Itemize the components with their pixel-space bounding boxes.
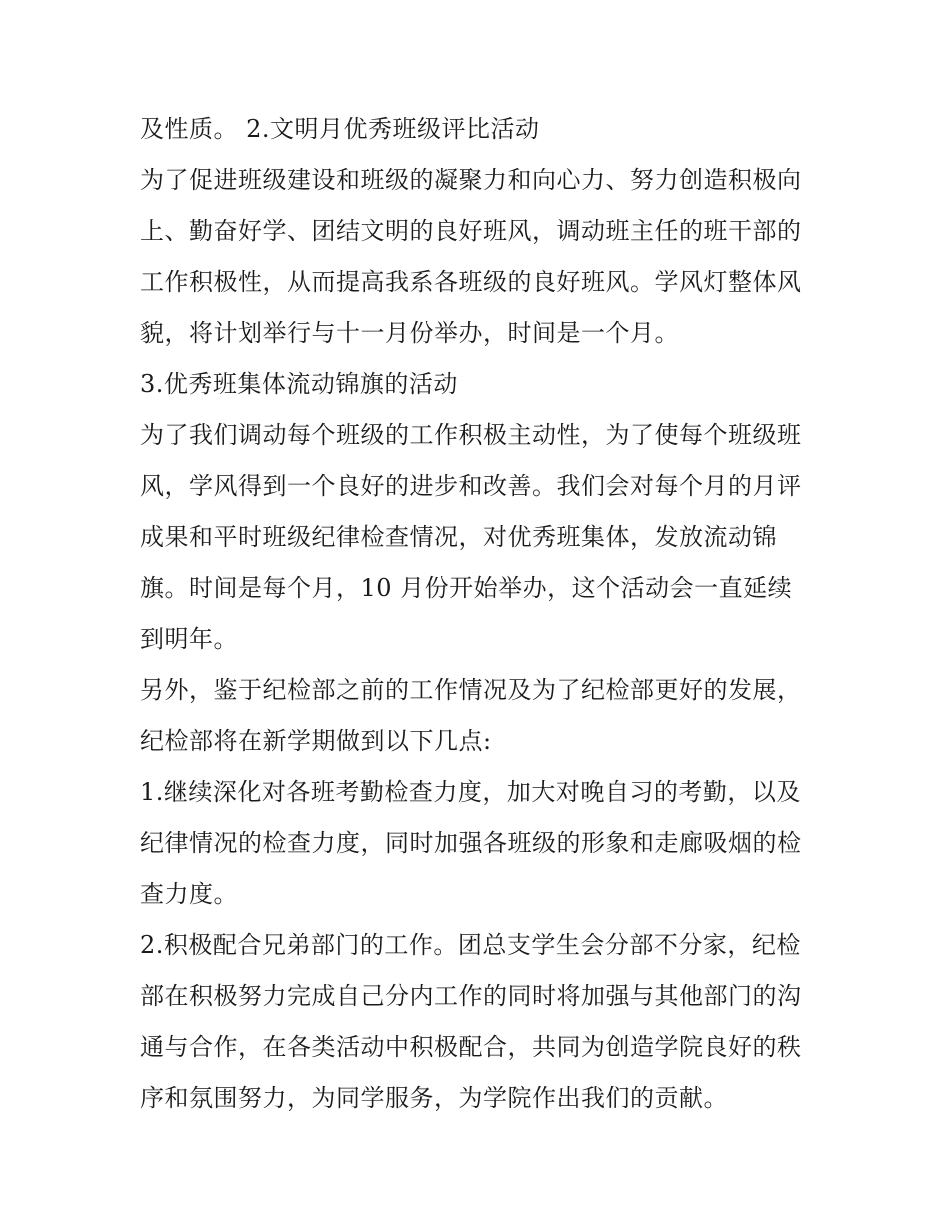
text-line: 为了我们调动每个班级的工作积极主动性，为了使每个班级班 [140, 421, 802, 449]
text-line: 风，学风得到一个良好的进步和改善。我们会对每个月的月评 [140, 472, 802, 500]
text-line: 查力度。 [140, 880, 238, 908]
text-line: 另外，鉴于纪检部之前的工作情况及为了纪检部更好的发展， [140, 676, 802, 704]
section-heading: 3.优秀班集体流动锦旗的活动 [140, 370, 458, 398]
text-line: 及性质。 2.文明月优秀班级评比活动 [140, 115, 540, 143]
document-page [140, 104, 830, 1124]
text-line: 成果和平时班级纪律检查情况，对优秀班集体，发放流动锦 [140, 523, 777, 551]
text-line: 部在积极努力完成自己分内工作的同时将加强与其他部门的沟 [140, 982, 802, 1010]
text-line: 上、勤奋好学、团结文明的良好班风，调动班主任的班干部的 [140, 217, 802, 245]
list-item: 1.继续深化对各班考勤检查力度，加大对晚自习的考勤，以及 [140, 778, 801, 806]
text-line: 工作积极性，从而提高我系各班级的良好班风。学风灯整体风 [140, 268, 802, 296]
text-line: 序和氛围努力，为同学服务，为学院作出我们的贡献。 [140, 1084, 728, 1112]
text-line: 为了促进班级建设和班级的凝聚力和向心力、努力创造积极向 [140, 166, 802, 194]
text-line: 通与合作，在各类活动中积极配合，共同为创造学院良好的秩 [140, 1033, 802, 1061]
text-line: 旗。时间是每个月，10 月份开始举办，这个活动会一直延续 [140, 574, 793, 602]
text-line: 貌，将计划举行与十一月份举办，时间是一个月。 [140, 319, 679, 347]
text-line: 到明年。 [140, 625, 238, 653]
list-item: 2.积极配合兄弟部门的工作。团总支学生会分部不分家，纪检 [140, 931, 801, 959]
text-line: 纪检部将在新学期做到以下几点: [140, 727, 492, 755]
text-line: 纪律情况的检查力度，同时加强各班级的形象和走廊吸烟的检 [140, 829, 802, 857]
